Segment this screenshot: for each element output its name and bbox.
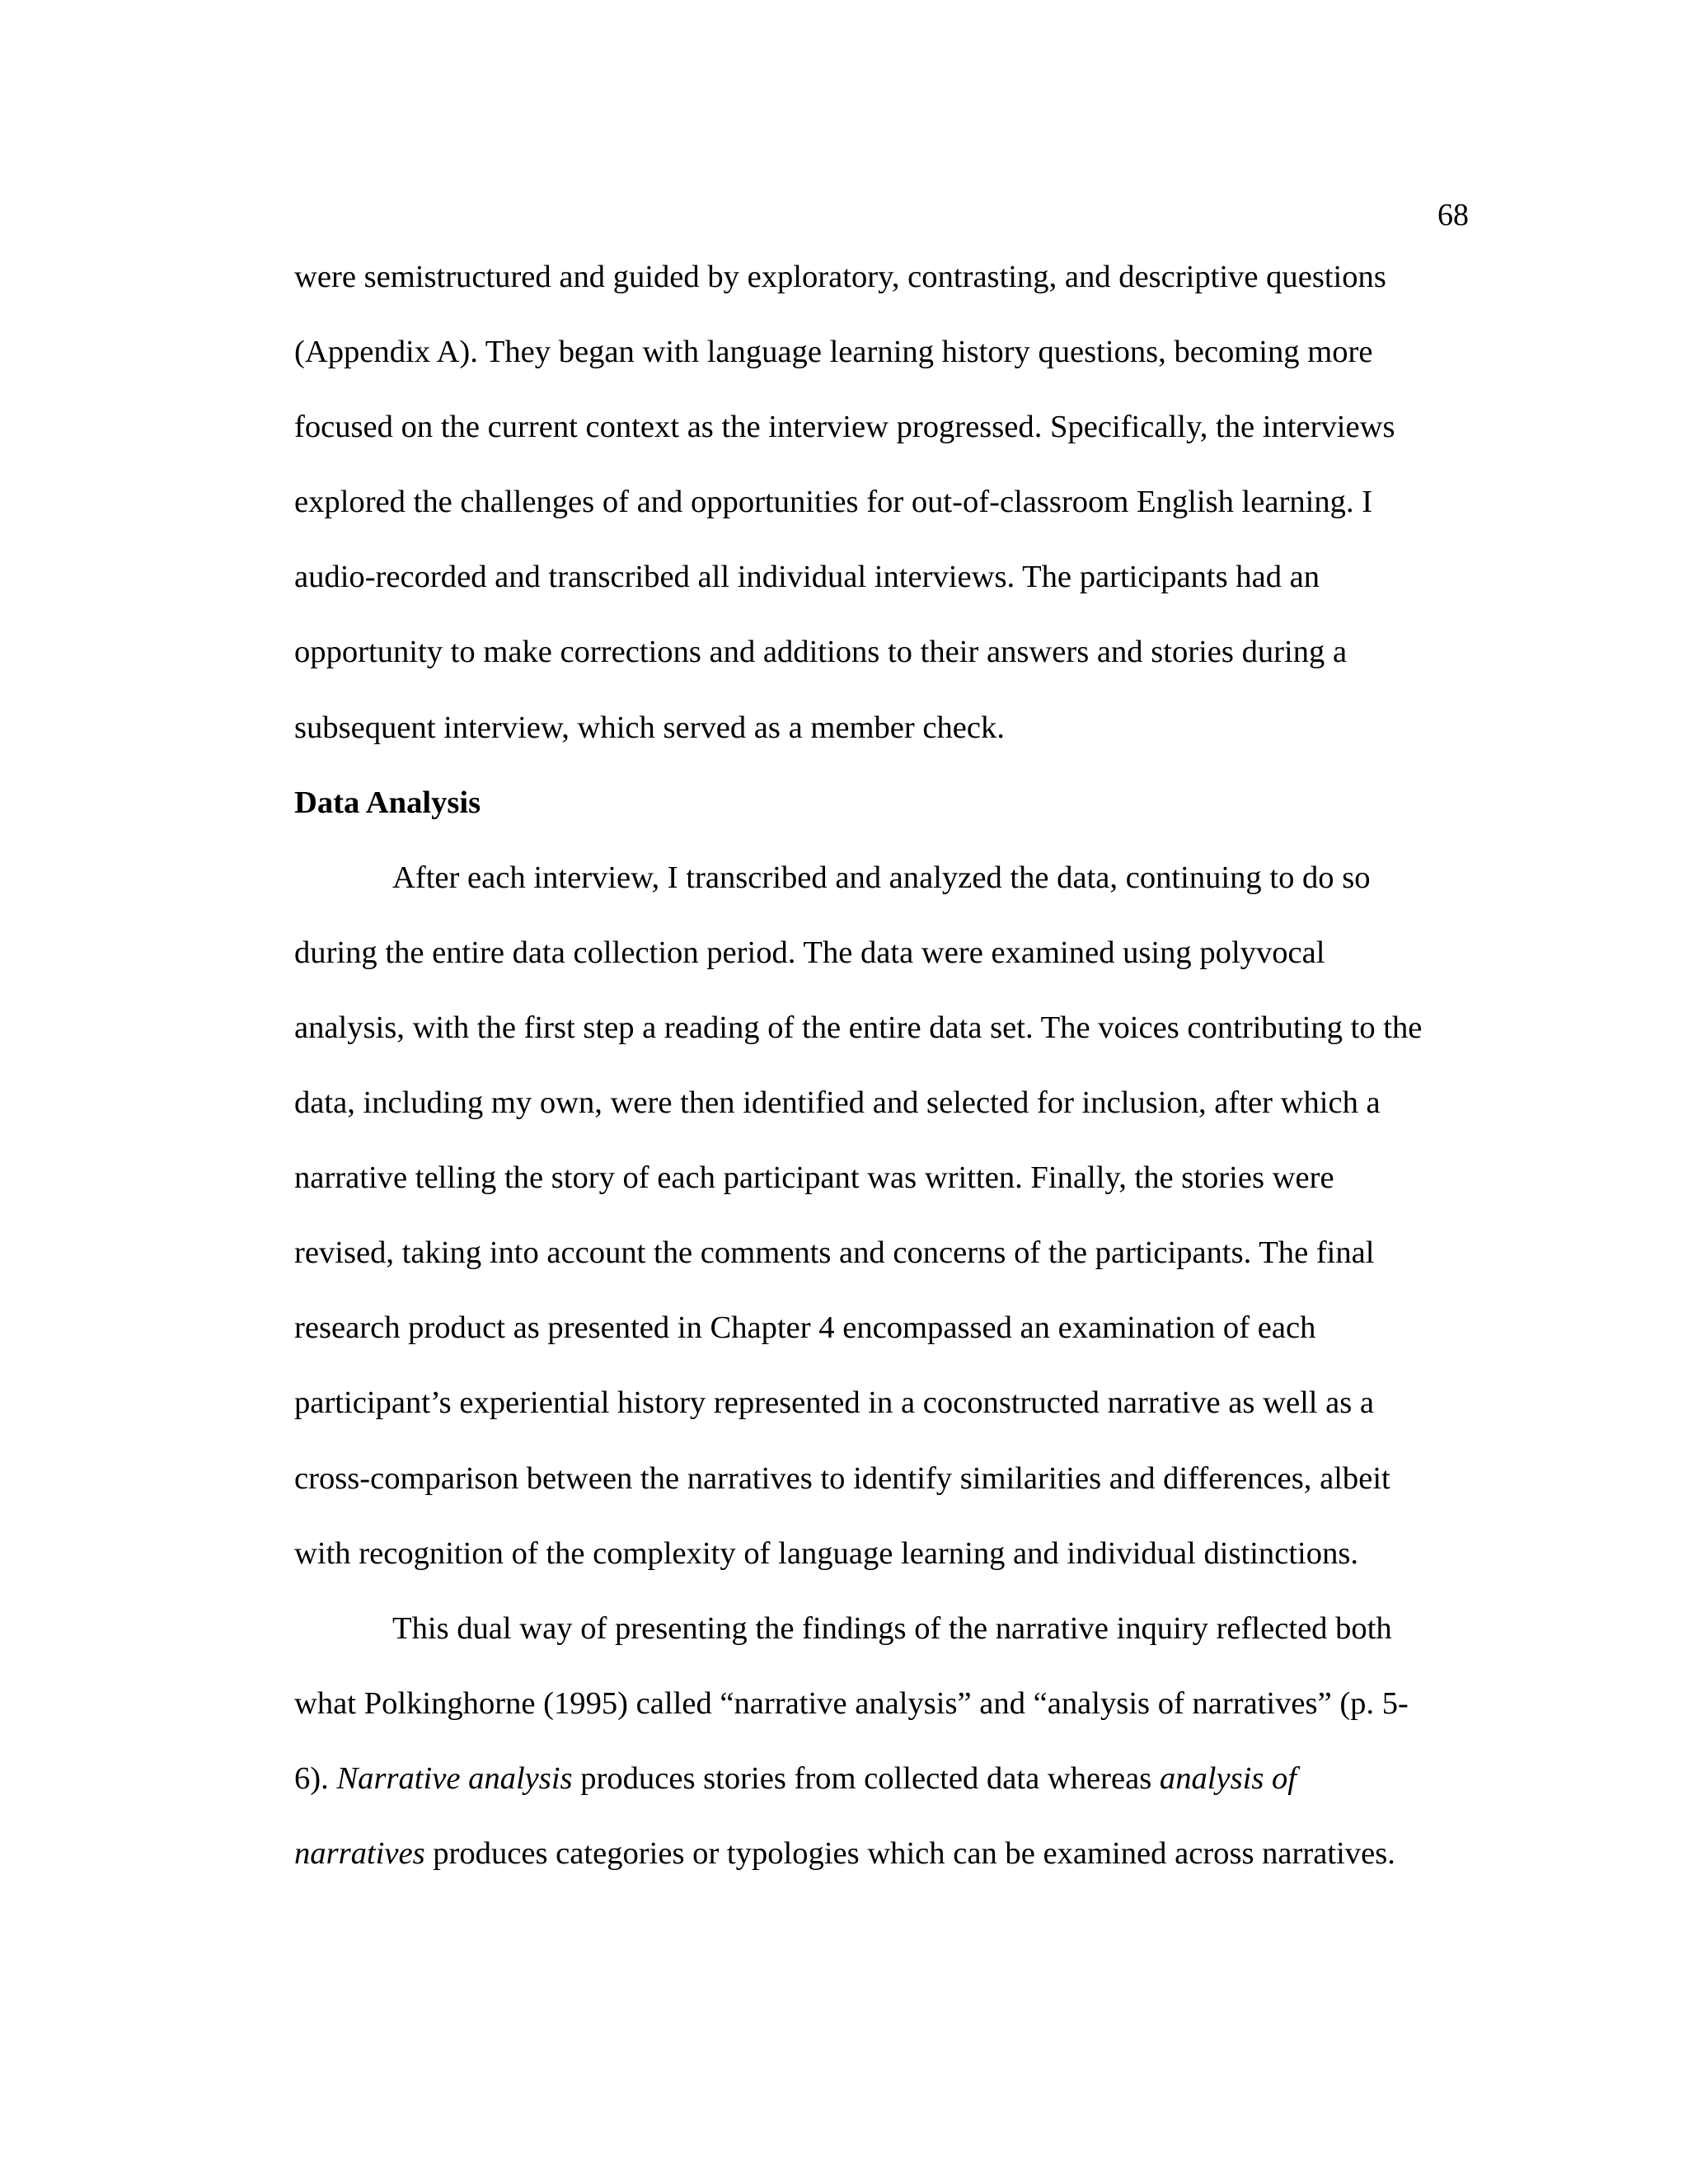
page-body (294, 255, 1481, 1907)
italic-term-analysis-of: analysis of (1159, 1760, 1297, 1796)
text-line: were semistructured and guided by exploratory, contrasting, and descriptive questions (294, 260, 1386, 294)
text-line: (Appendix A). They began with language learning history questions, becoming more (294, 335, 1373, 370)
text-line: opportunity to make corrections and additions to their answers and stories during a (294, 635, 1348, 670)
text-line: subsequent interview, which served as a member check. (294, 710, 1005, 745)
text-line: research product as presented in Chapter 4 encompassed an examination of each (294, 1310, 1316, 1346)
text-line: focused on the current context as the interview progressed. Specifically, the interviews (294, 410, 1395, 445)
text-line: narrative telling the story of each participant was written. Finally, the stories were (294, 1160, 1334, 1196)
paragraph-dual-presentation (294, 1607, 1481, 1907)
page-number: 68 (1437, 198, 1469, 232)
text-run: 6). (294, 1760, 337, 1796)
text-line (294, 1832, 1481, 1907)
italic-term-narratives: narratives (294, 1835, 425, 1871)
text-line: This dual way of presenting the findings of the narrative inquiry reflected both (392, 1610, 1392, 1646)
text-line: during the entire data collection period. The data were examined using polyvocal (294, 935, 1325, 970)
text-line (294, 1757, 1481, 1832)
text-line: with recognition of the complexity of language learning and individual distinctions. (294, 1535, 1359, 1571)
text-line: data, including my own, were then identified and selected for inclusion, after which a (294, 1085, 1381, 1121)
text-line: explored the challenges of and opportunities for out-of-classroom English learning. I (294, 485, 1373, 520)
text-line: participant’s experiential history represented in a coconstructed narrative as well as a (294, 1385, 1375, 1421)
text-run: produces stories from collected data whereas (572, 1760, 1160, 1796)
paragraph-data-analysis (294, 856, 1481, 1607)
text-line: cross-comparison between the narratives to identify similarities and differences, albeit (294, 1460, 1390, 1496)
text-line: what Polkinghorne (1995) called “narrative analysis” and “analysis of narratives” (p. 5- (294, 1685, 1409, 1721)
text-run: produces categories or typologies which can be examined across narratives. (424, 1835, 1395, 1871)
text-line: audio-recorded and transcribed all individual interviews. The participants had an (294, 560, 1320, 595)
text-line: analysis, with the first step a reading of the entire data set. The voices contributing to the (294, 1010, 1423, 1045)
paragraph-interviews (294, 255, 1481, 781)
section-heading: Data Analysis (294, 785, 481, 820)
text-line: revised, taking into account the comments and concerns of the participants. The final (294, 1235, 1375, 1271)
italic-term-narrative-analysis: Narrative analysis (336, 1760, 573, 1796)
text-line: After each interview, I transcribed and analyzed the data, continuing to do so (392, 860, 1371, 895)
